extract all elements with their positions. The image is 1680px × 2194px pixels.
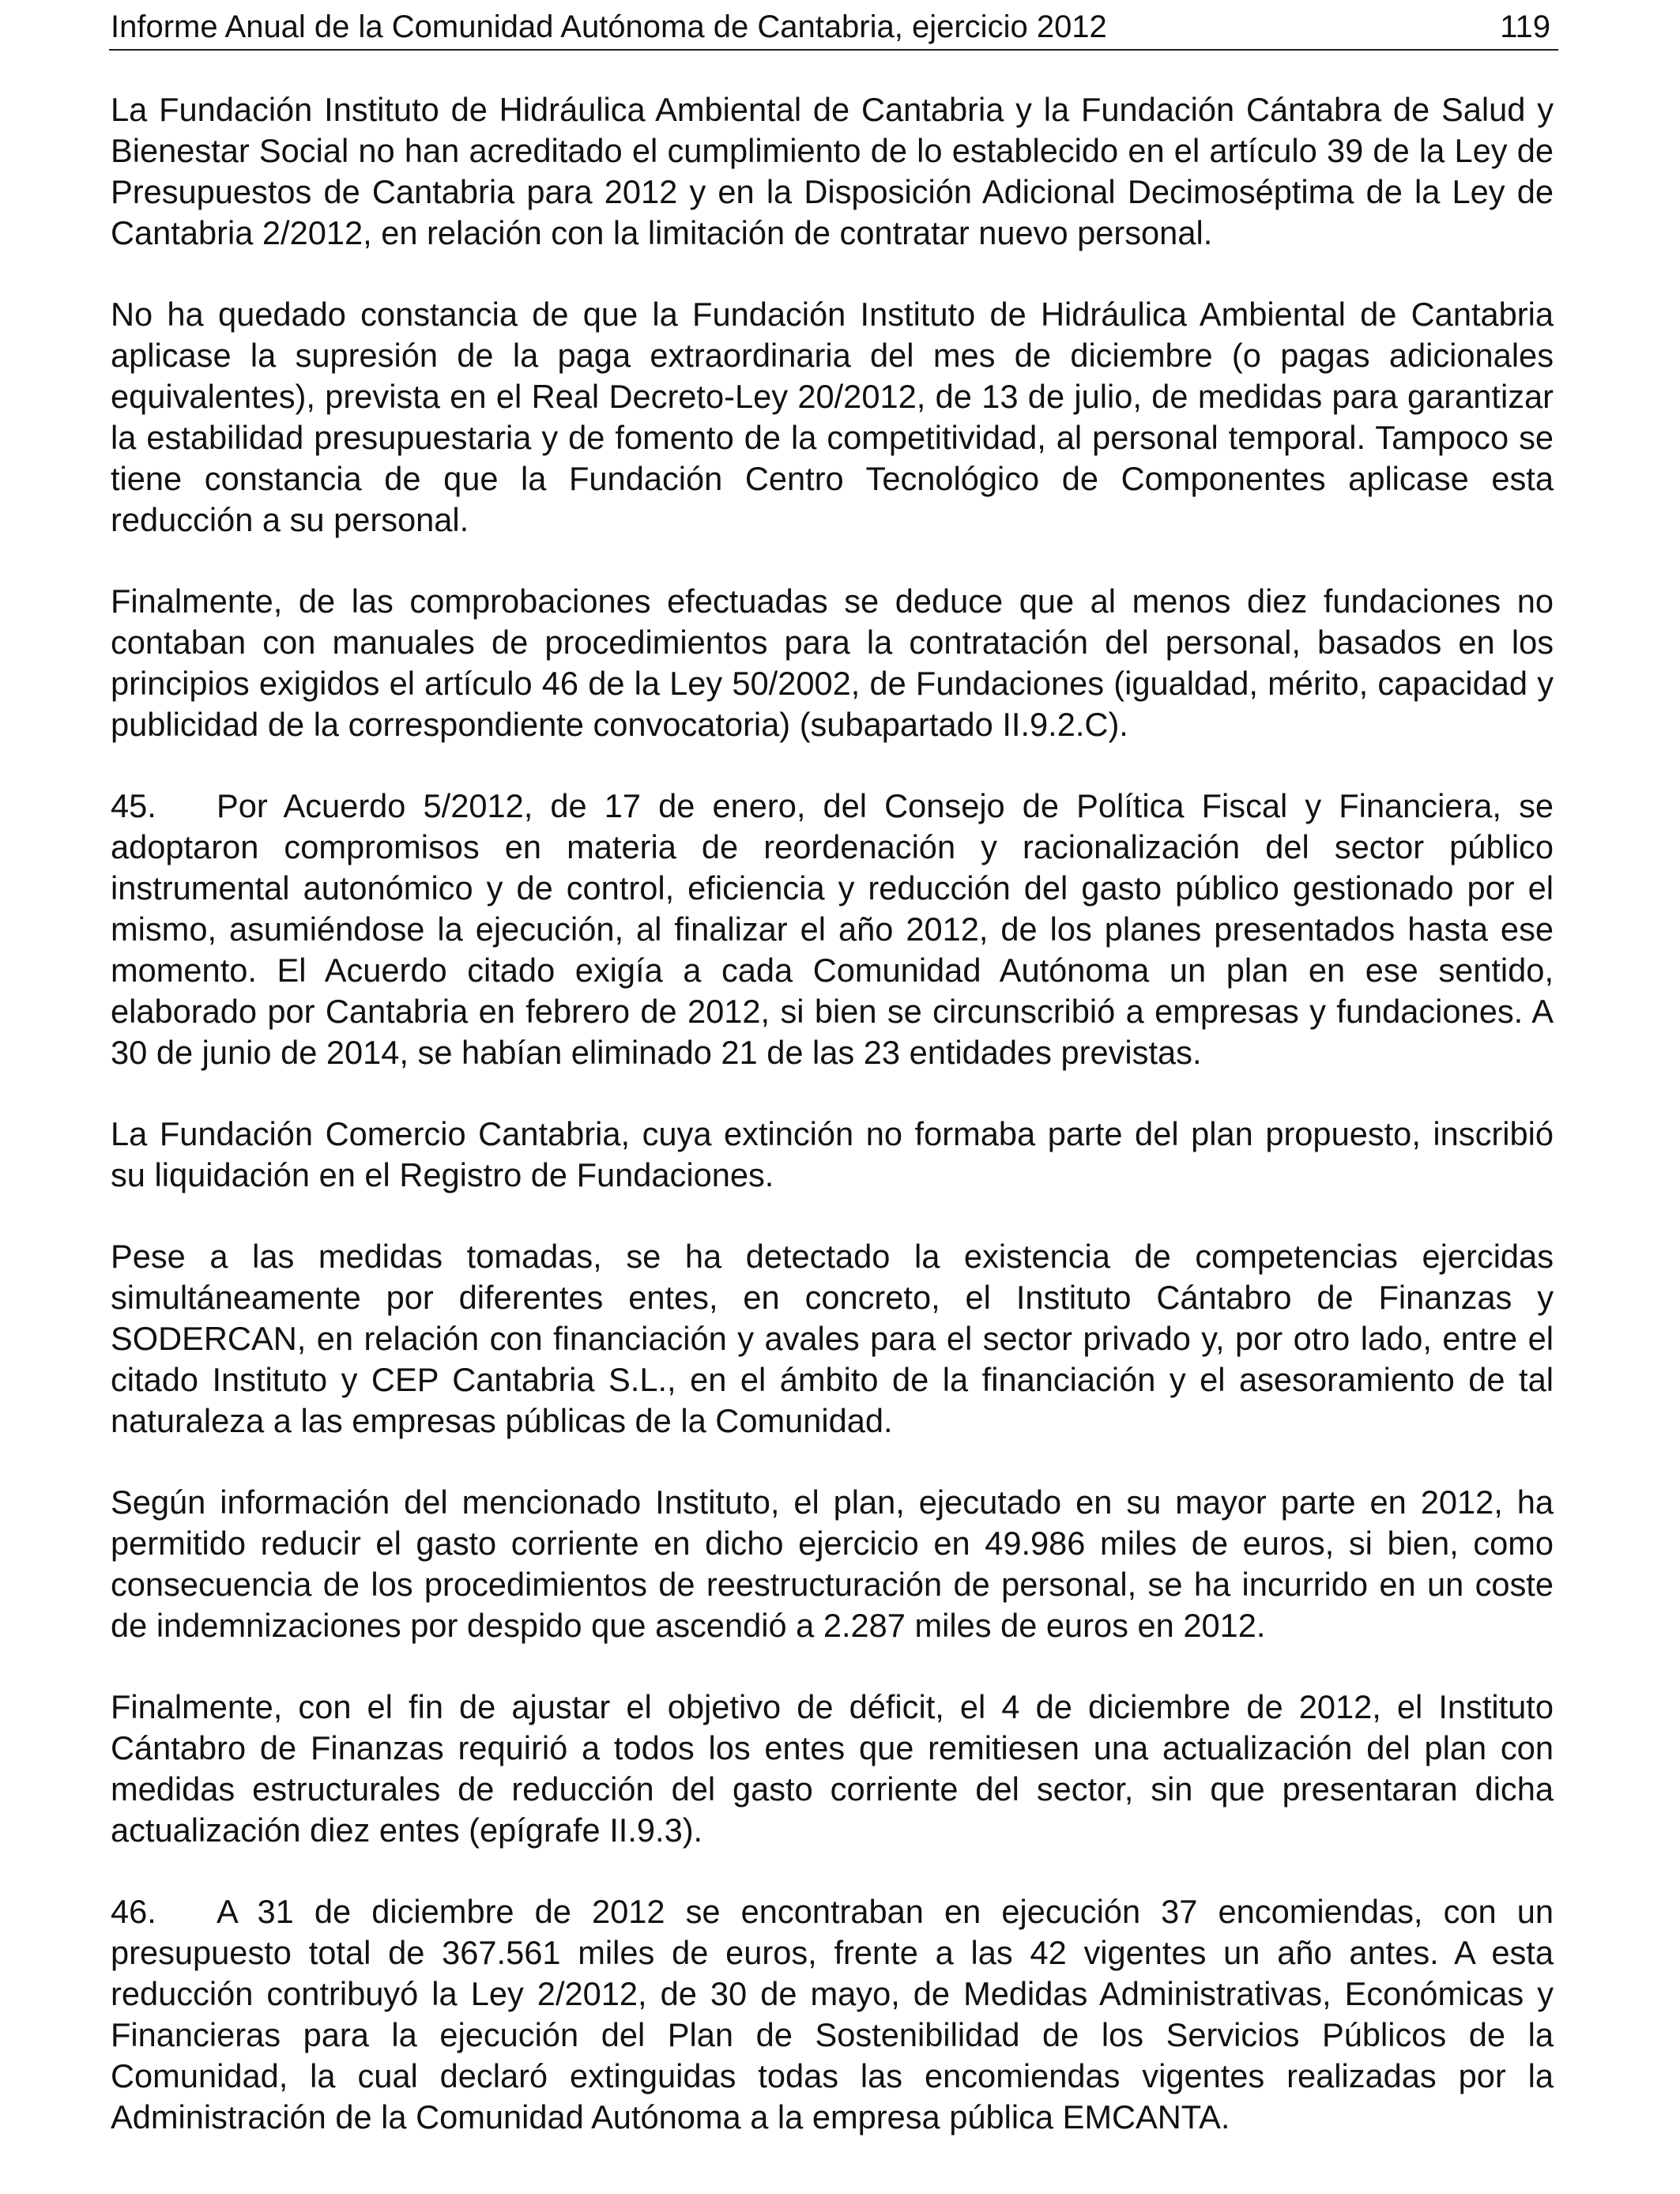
paragraph-text: Según información del mencionado Instituto, el plan, ejecutado en su mayor parte en 2012, ha permitido reducir el gasto corriente en dicho ejercicio en 49.986 miles de euros, si bien, como consecuencia de los procedimientos de reestructuración de personal, se ha incurrido en un coste de indemnizaciones por despido que ascendió a 2.287 miles de euros en 2012. xyxy=(111,1483,1554,1644)
paragraph-number: 45. xyxy=(111,787,156,824)
paragraph-text: No ha quedado constancia de que la Fundación Instituto de Hidráulica Ambiental de Cantabria aplicase la supresión de la paga extraordinaria del mes de diciembre (o pagas adicionales equivalentes), prevista en el Real Decreto-Ley 20/2012, de 13 de julio, de medidas para garantizar la estabilidad presupuestaria y de fomento de la competitividad, al personal temporal. Tampoco se tiene constancia de que la Fundación Centro Tecnológico de Componentes aplicase esta reducción a su personal. xyxy=(111,296,1554,538)
page-number: 119 xyxy=(1500,9,1550,44)
numbered-paragraph xyxy=(111,786,1554,1073)
paragraph-text: Finalmente, de las comprobaciones efectuadas se deduce que al menos diez fundaciones no contaban con manuales de procedimientos para la contratación del personal, basados en los principios exigidos el artículo 46 de la Ley 50/2002, de Fundaciones (igualdad, mérito, capacidad y publicidad de la correspondiente convocatoria) (subapartado II.9.2.C). xyxy=(111,582,1554,743)
paragraph xyxy=(111,1482,1554,1646)
document-page xyxy=(109,0,1558,2194)
paragraph xyxy=(111,581,1554,745)
paragraph xyxy=(111,1687,1554,1851)
page-header xyxy=(109,5,1558,51)
paragraph-number: 46. xyxy=(111,1893,156,1930)
paragraph xyxy=(111,89,1554,254)
paragraph-text: Pese a las medidas tomadas, se ha detectado la existencia de competencias ejercidas simultáneamente por diferentes entes, en concreto, el Instituto Cántabro de Finanzas y SODERCAN, en relación con financiación y avales para el sector privado y, por otro lado, entre el citado Instituto y CEP Cantabria S.L., en el ámbito de la financiación y el asesoramiento de tal naturaleza a las empresas públicas de la Comunidad. xyxy=(111,1238,1554,1439)
paragraph xyxy=(111,1236,1554,1442)
numbered-paragraph xyxy=(111,1891,1554,2138)
paragraph xyxy=(111,1114,1554,1196)
report-title: Informe Anual de la Comunidad Autónoma de Cantabria, ejercicio 2012 xyxy=(111,9,1107,44)
paragraph-text: Por Acuerdo 5/2012, de 17 de enero, del Consejo de Política Fiscal y Financiera, se adoptaron compromisos en materia de reordenación y racionalización del sector público instrumental autonómico y de control, eficiencia y reducción del gasto público gestionado por el mismo, asumiéndose la ejecución, al finalizar el año 2012, de los planes presentados hasta ese momento. El Acuerdo citado exigía a cada Comunidad Autónoma un plan en ese sentido, elaborado por Cantabria en febrero de 2012, si bien se circunscribió a empresas y fundaciones. A 30 de junio de 2014, se habían eliminado 21 de las 23 entidades previstas. xyxy=(111,787,1554,1071)
paragraph-text: La Fundación Comercio Cantabria, cuya extinción no formaba parte del plan propuesto, inscribió su liquidación en el Registro de Fundaciones. xyxy=(111,1115,1554,1193)
paragraph xyxy=(111,294,1554,541)
paragraph-text: A 31 de diciembre de 2012 se encontraban en ejecución 37 encomiendas, con un presupuesto total de 367.561 miles de euros, frente a las 42 vigentes un año antes. A esta reducción contribuyó la Ley 2/2012, de 30 de mayo, de Medidas Administrativas, Económicas y Financieras para la ejecución del Plan de Sostenibilidad de los Servicios Públicos de la Comunidad, la cual declaró extinguidas todas las encomiendas vigentes realizadas por la Administración de la Comunidad Autónoma a la empresa pública EMCANTA. xyxy=(111,1893,1554,2136)
paragraph-text: Finalmente, con el fin de ajustar el objetivo de déficit, el 4 de diciembre de 2012, el Instituto Cántabro de Finanzas requirió a todos los entes que remitiesen una actualización del plan con medidas estructurales de reducción del gasto corriente del sector, sin que presentaran dicha actualización diez entes (epígrafe II.9.3). xyxy=(111,1688,1554,1849)
document-body xyxy=(111,89,1554,2178)
paragraph-text: La Fundación Instituto de Hidráulica Ambiental de Cantabria y la Fundación Cántabra de Salud y Bienestar Social no han acreditado el cumplimiento de lo establecido en el artículo 39 de la Ley de Presupuestos de Cantabria para 2012 y en la Disposición Adicional Decimoséptima de la Ley de Cantabria 2/2012, en relación con la limitación de contratar nuevo personal. xyxy=(111,91,1554,251)
